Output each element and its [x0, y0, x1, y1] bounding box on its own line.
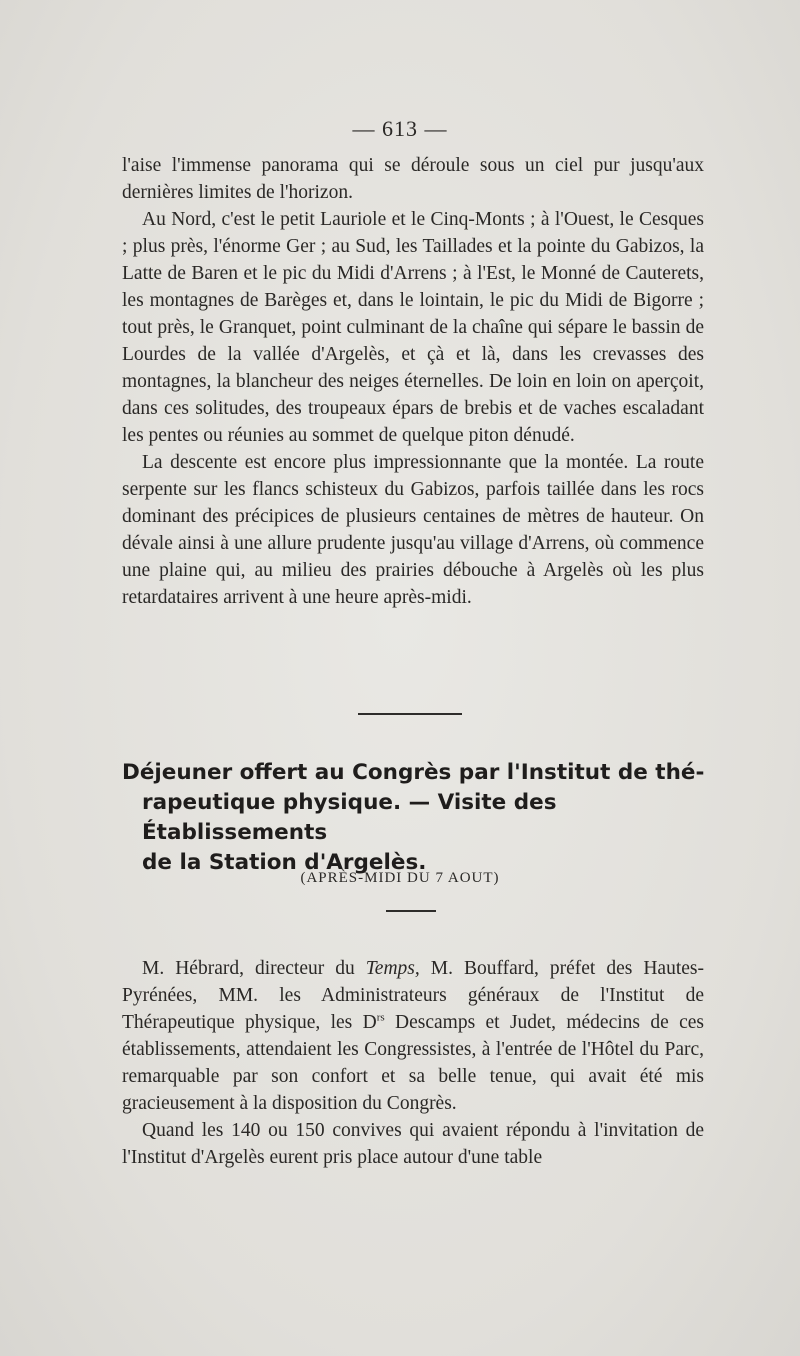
paragraph-continuation: l'aise l'immense panorama qui se déroule sous un ciel pur jusqu'aux dernières limites de l'horizon.: [122, 155, 704, 203]
section-divider: [358, 713, 462, 715]
paragraph-descent: La descente est encore plus impressionnante que la montée. La route serpente sur les flancs schisteux du Gabizos, parfois taillée dans les rocs dominant des précipices de plusieurs centaines de mètres de hauteur. On dévale ainsi à une allure prudente jusqu'au village d'Arrens, où commence une plaine qui, au milieu des prairies débouche à Argelès où les plus retardataires arrivent à une heure après-midi.: [122, 452, 704, 608]
section-subheading: (APRÈS-MIDI DU 7 AOUT): [300, 870, 500, 886]
doctors-abbreviation-sup: rs: [376, 1011, 385, 1024]
body-text-top: [122, 152, 704, 611]
reception-text-3: Descamps et Judet, médecins de ces établissements, attendaient les Congressistes, à l'entrée de l'Hôtel du Parc, remarquable par son confort et sa belle tenue, qui avait été mis gracieusement à la disposition du Congrès.: [122, 1012, 705, 1114]
paragraph-guests: Quand les 140 ou 150 convives qui avaient répondu à l'invitation de l'Institut d'Argelès eurent pris place autour d'une table: [122, 1120, 704, 1168]
section-heading: [122, 758, 712, 878]
heading-line-3: de la Station d'Argelès.: [142, 850, 427, 875]
heading-line-2: rapeutique physique. — Visite des Établissements: [142, 790, 557, 845]
subheading-divider: [386, 910, 436, 912]
heading-line-1: Déjeuner offert au Congrès par l'Institut de thé-: [122, 760, 705, 785]
newspaper-title: Temps,: [365, 958, 420, 979]
reception-text-2: M. Bouffard, préfet des Hautes-Pyrénées, MM. les Administrateurs généraux de l'Institut de Thérapeutique physique, les D: [122, 958, 704, 1033]
reception-text-1: M. Hébrard, directeur du: [142, 958, 366, 979]
paragraph-panorama: Au Nord, c'est le petit Lauriole et le Cinq-Monts ; à l'Ouest, le Cesques ; plus près, l'énorme Ger ; au Sud, les Taillades et la pointe du Gabizos, la Latte de Baren et le pic du Midi d'Arrens ; à l'Est, le Monné de Cauterets, les montagnes de Barèges et, dans le lointain, le pic du Midi de Bigorre ; tout près, le Granquet, point culminant de la chaîne qui sépare le bassin de Lourdes de la vallée d'Argelès, et çà et là, dans les crevasses des montagnes, la blancheur des neiges éternelles. De loin en loin on aperçoit, dans ces solitudes, des troupeaux épars de brebis et de vaches escaladant les pentes ou réunies au sommet de quelque piton dénudé.: [122, 209, 704, 446]
body-text-bottom: [122, 955, 704, 1171]
paragraph-reception: [122, 955, 704, 1117]
page-number: — 613 —: [352, 116, 448, 141]
